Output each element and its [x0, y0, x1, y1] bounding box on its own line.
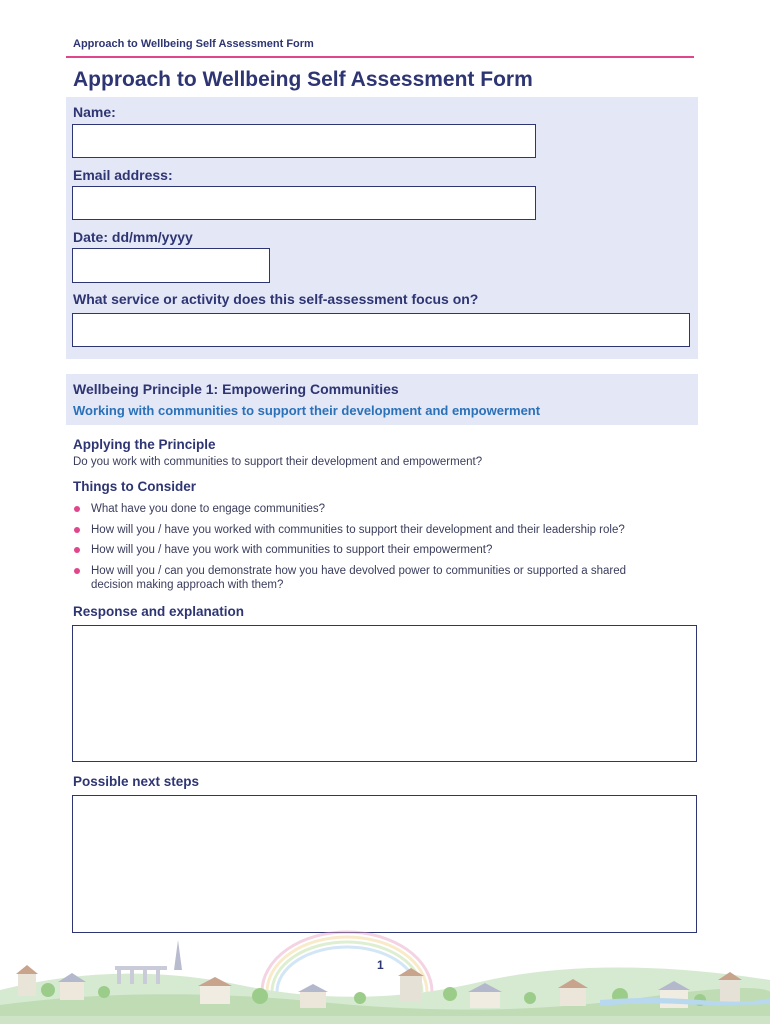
- list-item-text: How will you / have you work with communities to support their empowerment?: [91, 544, 493, 556]
- page-number: 1: [377, 958, 384, 972]
- response-heading: Response and explanation: [73, 604, 245, 619]
- bullet-icon: [74, 547, 80, 553]
- name-field[interactable]: [72, 124, 536, 158]
- running-header: Approach to Wellbeing Self Assessment Form: [73, 38, 314, 50]
- applying-heading: Applying the Principle: [73, 437, 216, 452]
- bullet-icon: [74, 527, 80, 533]
- list-item: [73, 502, 703, 516]
- list-item: [73, 543, 703, 557]
- bullet-icon: [74, 506, 80, 512]
- principle-subtitle: Working with communities to support their development and empowerment: [73, 403, 541, 418]
- email-label: Email address:: [73, 167, 173, 183]
- list-item-text: How will you / can you demonstrate how you have devolved power to communities or supported a shared decision making approach with them?: [91, 564, 627, 591]
- list-item: [73, 523, 703, 537]
- next-steps-heading: Possible next steps: [73, 774, 200, 789]
- name-label: Name:: [73, 104, 116, 120]
- list-item: [73, 564, 703, 592]
- date-label: Date: dd/mm/yyyy: [73, 229, 193, 245]
- principle-title: Wellbeing Principle 1: Empowering Communities: [73, 381, 399, 397]
- form-title: Approach to Wellbeing Self Assessment Form: [73, 68, 533, 91]
- ground-strip: [0, 1016, 770, 1024]
- email-field[interactable]: [72, 186, 536, 220]
- list-item-text: What have you done to engage communities?: [91, 503, 325, 515]
- service-field[interactable]: [72, 313, 690, 347]
- consider-list: [73, 502, 703, 598]
- header-rule: [66, 56, 694, 58]
- townscape-illustration: [0, 930, 770, 1024]
- bullet-icon: [74, 568, 80, 574]
- next-steps-field[interactable]: [72, 795, 697, 933]
- response-field[interactable]: [72, 625, 697, 762]
- service-label: What service or activity does this self-assessment focus on?: [73, 291, 479, 307]
- church-spire-illustration: [174, 940, 182, 970]
- consider-heading: Things to Consider: [73, 479, 196, 494]
- applying-text: Do you work with communities to support their development and empowerment?: [73, 456, 483, 468]
- list-item-text: How will you / have you worked with communities to support their development and their leadership role?: [91, 523, 625, 536]
- date-field[interactable]: [72, 248, 270, 283]
